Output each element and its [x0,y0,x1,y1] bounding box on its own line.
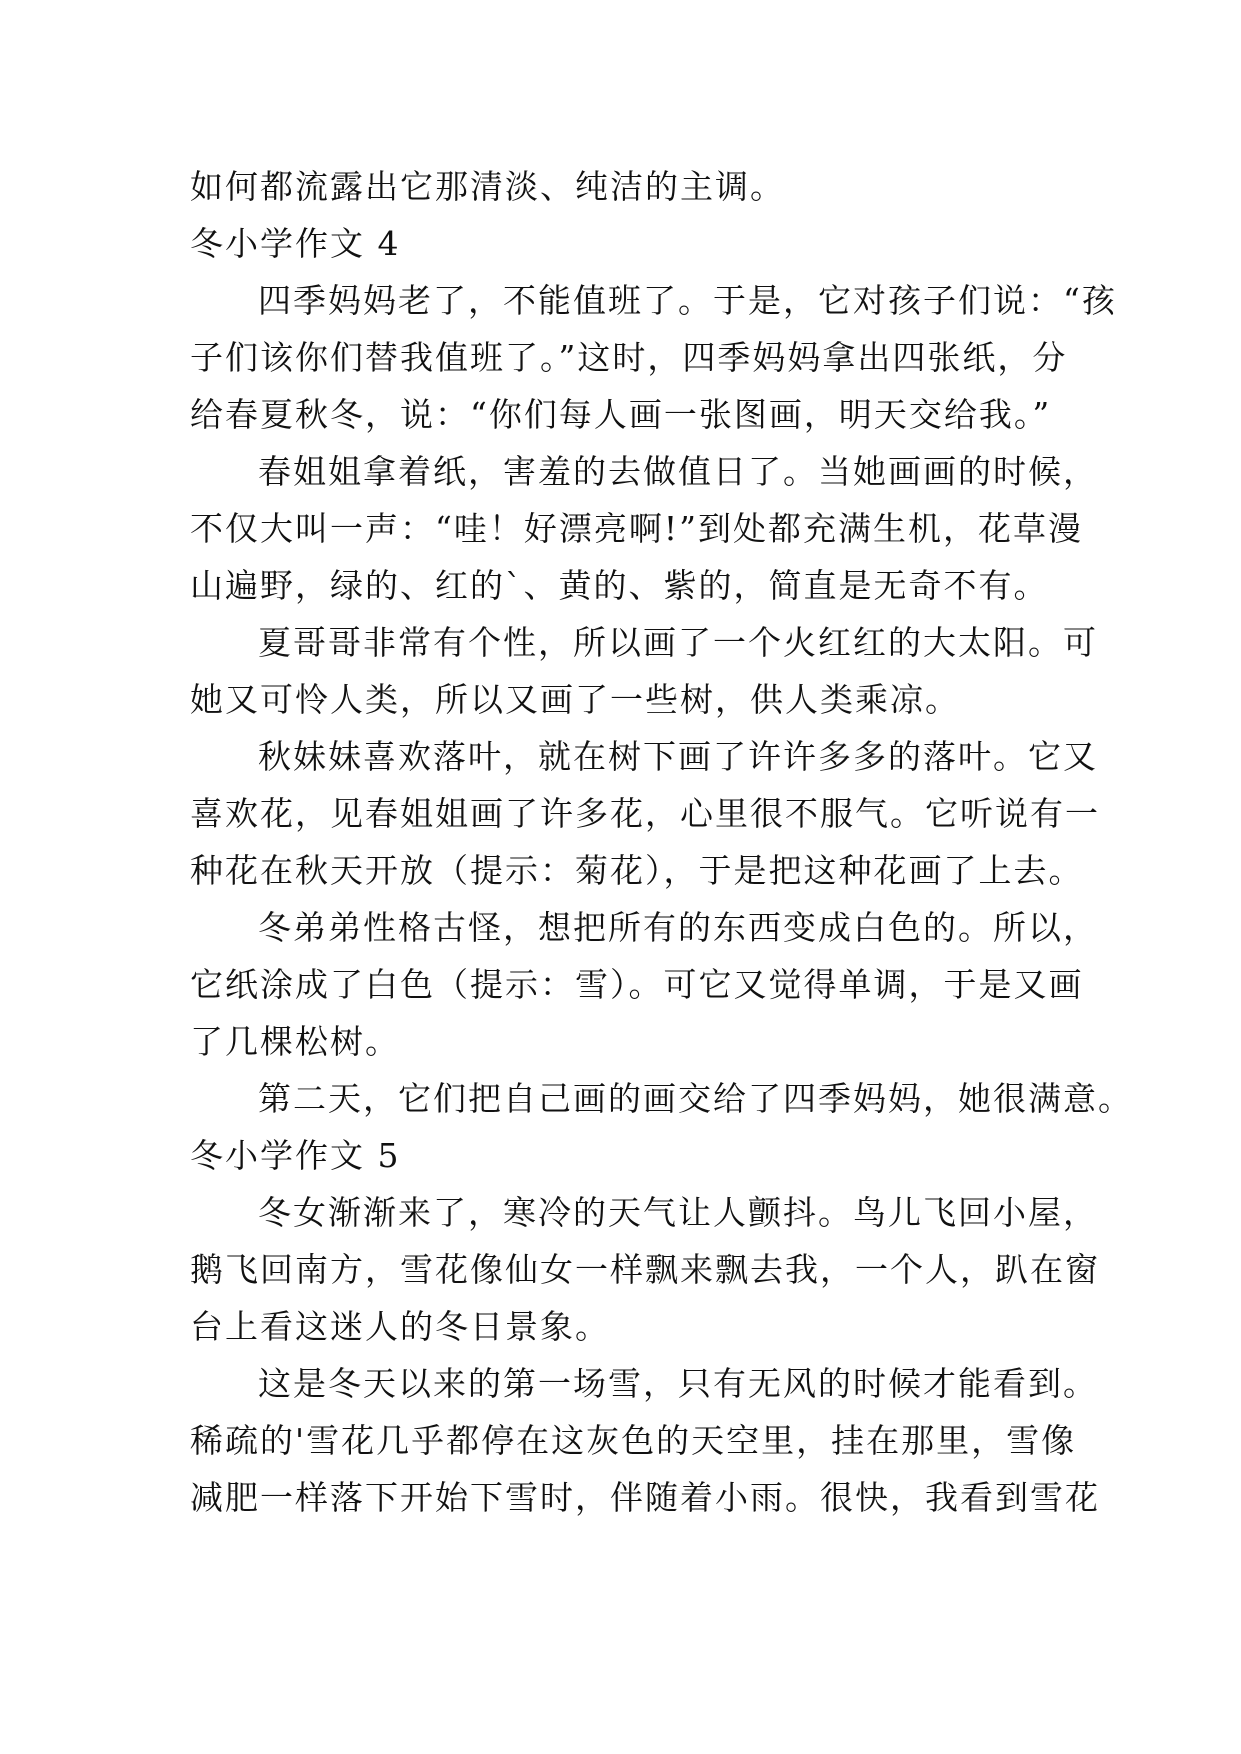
paragraph-line: 冬弟弟性格古怪，想把所有的东西变成白色的。所以， [258,908,1098,947]
paragraph-line: 夏哥哥非常有个性，所以画了一个火红红的大太阳。可 [258,623,1098,662]
paragraph-line: 秋妹妹喜欢落叶，就在树下画了许许多多的落叶。它又 [258,737,1098,776]
paragraph-line: 鹅飞回南方，雪花像仙女一样飘来飘去我，一个人，趴在窗 [190,1250,1100,1289]
section-heading: 冬小学作文 4 [190,224,401,263]
paragraph-line: 第二天，它们把自己画的画交给了四季妈妈，她很满意。 [258,1079,1133,1118]
paragraph-line: 四季妈妈老了，不能值班了。于是，它对孩子们说：“孩 [258,281,1117,320]
paragraph-line: 种花在秋天开放（提示：菊花），于是把这种花画了上去。 [190,851,1084,890]
paragraph-line: 山遍野，绿的、红的`、黄的、紫的，简直是无奇不有。 [190,566,1049,605]
paragraph-line: 给春夏秋冬，说：“你们每人画一张图画，明天交给我。” [190,395,1052,434]
paragraph-line: 台上看这迷人的冬日景象。 [190,1307,610,1346]
paragraph-line: 她又可怜人类，所以又画了一些树，供人类乘凉。 [190,680,960,719]
document-body [190,158,1133,1526]
paragraph-line: 了几棵松树。 [190,1022,400,1061]
paragraph-line: 冬女渐渐来了，寒冷的天气让人颤抖。鸟儿飞回小屋， [258,1193,1098,1232]
paragraph-line: 喜欢花，见春姐姐画了许多花，心里很不服气。它听说有一 [190,794,1100,833]
paragraph-line: 春姐姐拿着纸，害羞的去做值日了。当她画画的时候， [258,452,1098,491]
paragraph-line: 减肥一样落下开始下雪时，伴随着小雨。很快，我看到雪花 [190,1478,1100,1517]
paragraph-line: 这是冬天以来的第一场雪，只有无风的时候才能看到。 [258,1364,1098,1403]
paragraph-line: 稀疏的'雪花几乎都停在这灰色的天空里，挂在那里，雪像 [190,1421,1077,1460]
paragraph-line: 子们该你们替我值班了。”这时，四季妈妈拿出四张纸，分 [190,338,1068,377]
section-heading: 冬小学作文 5 [190,1136,401,1175]
paragraph-line: 不仅大叫一声：“哇！好漂亮啊!”到处都充满生机，花草漫 [190,509,1084,548]
paragraph-line: 如何都流露出它那清淡、纯洁的主调。 [190,167,785,206]
paragraph-line: 它纸涂成了白色（提示：雪）。可它又觉得单调，于是又画 [190,965,1084,1004]
